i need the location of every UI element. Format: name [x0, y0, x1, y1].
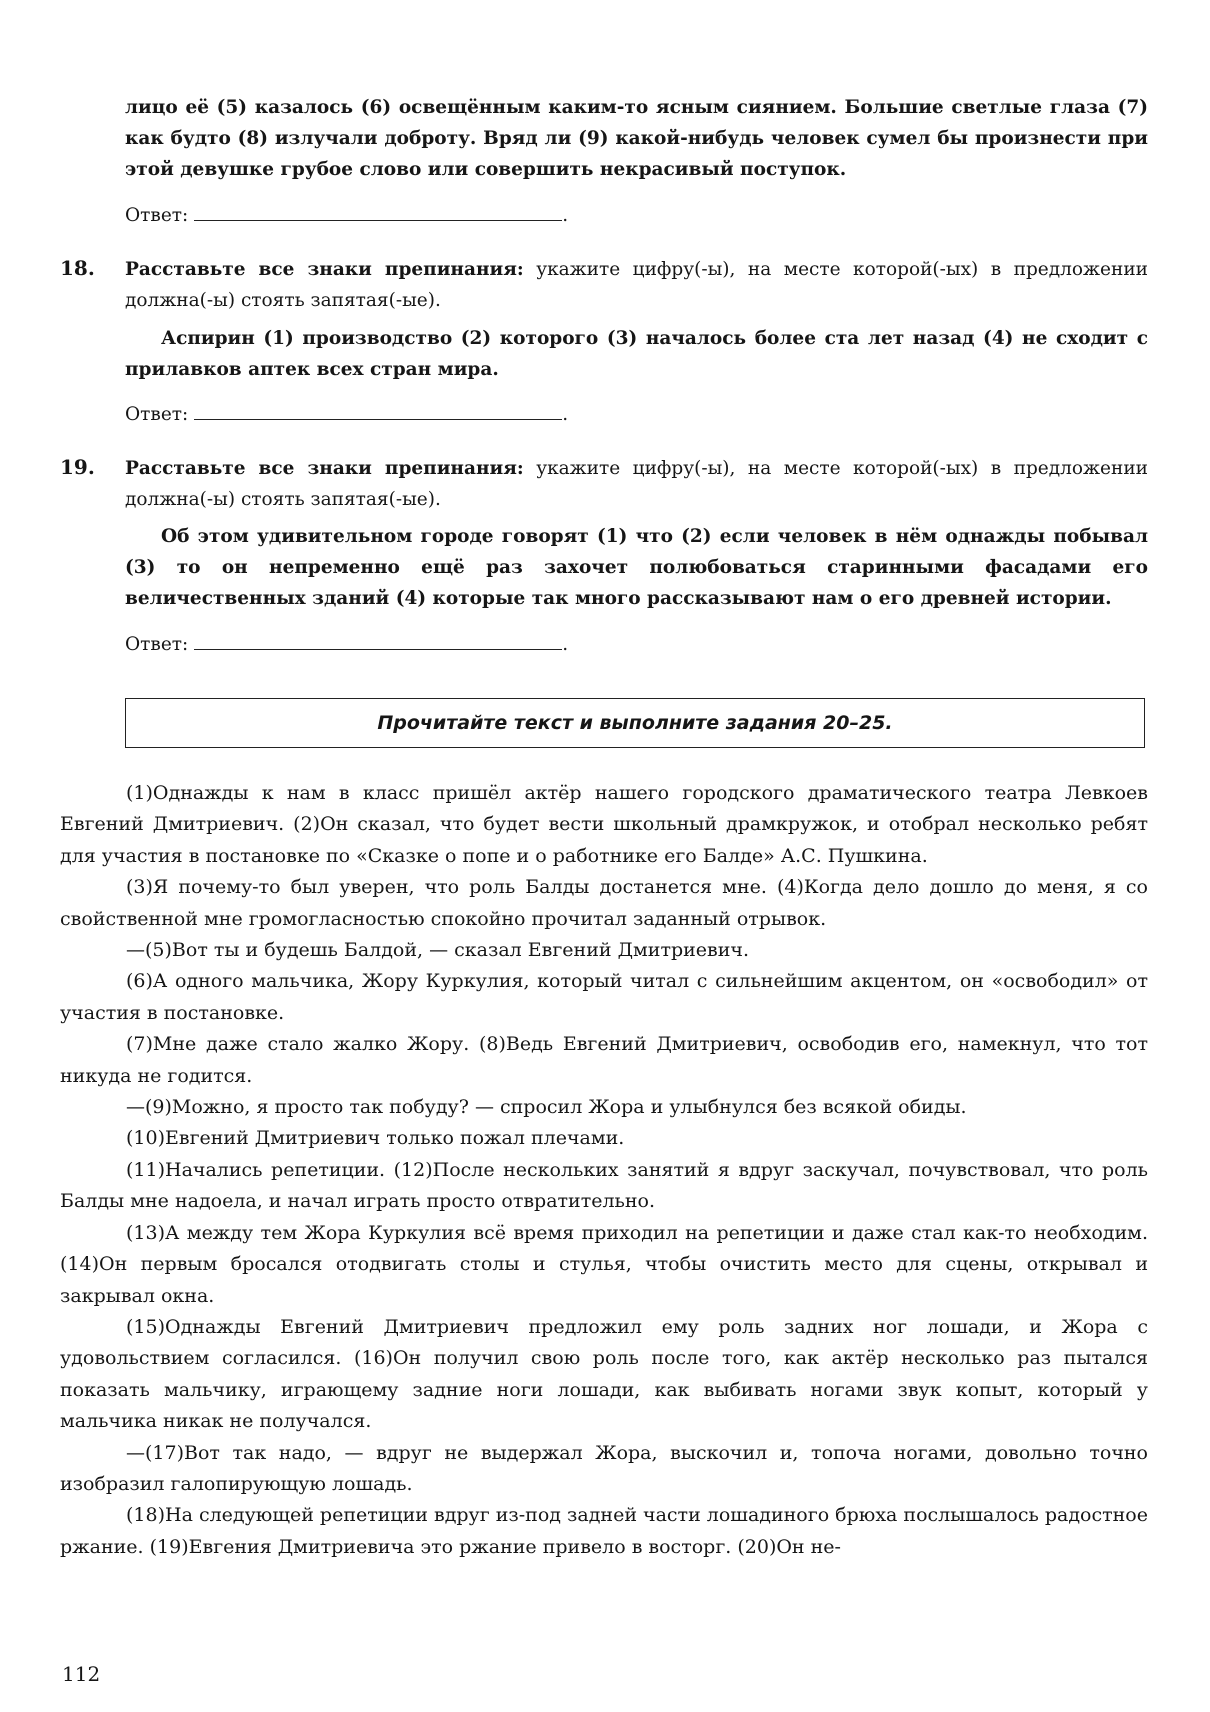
text-paragraph: —(9)Можно, я просто так побуду? — спросил Жора и улыбнулся без всякой обиды.	[126, 1096, 967, 1119]
task19-answer-end: .	[562, 634, 569, 655]
task19-instruction-bold: Расставьте все знаки препинания:	[125, 458, 524, 479]
text-paragraph: (18)На следующей репетиции вдруг из-под задней части лошадиного брюха послышалось радостное ржание. (19)Евгения Дмитриевича это ржание привело в восторг. (20)Он не-	[60, 1504, 1148, 1558]
text-paragraph: (3)Я почему-то был уверен, что роль Балды достанется мне. (4)Когда дело дошло до меня, я со свойственной мне громогласностью спокойно прочитал заданный отрывок.	[60, 876, 1148, 930]
task18-sentence-text: Аспирин (1) производство (2) которого (3) началось более ста лет назад (4) не сходит с прилавков аптек всех стран мира.	[125, 328, 1148, 380]
task17-answer-end: .	[562, 205, 569, 226]
banner-text: Прочитайте текст и выполните задания 20–25.	[377, 712, 893, 734]
task17-answer	[125, 200, 568, 226]
task19-instruction-rest: укажите цифру(-ы), на месте которой(-ых) в предложении должна(-ы) стоять запятая(-ые).	[125, 458, 1148, 510]
task19-answer-field[interactable]	[194, 629, 562, 650]
text-paragraph: (10)Евгений Дмитриевич только пожал плечами.	[126, 1127, 625, 1150]
task19-number: 19.	[60, 455, 95, 479]
task19-answer	[125, 629, 568, 655]
task18-answer-end: .	[562, 404, 569, 425]
text-paragraph: —(5)Вот ты и будешь Балдой, — сказал Евгений Дмитриевич.	[126, 939, 750, 962]
task19-answer-label: Ответ:	[125, 634, 189, 655]
task18-sentence	[125, 323, 1148, 385]
task18-answer-field[interactable]	[194, 399, 562, 420]
task18-instruction-rest: укажите цифру(-ы), на месте которой(-ых) в предложении должна(-ы) стоять запятая(-ые).	[125, 259, 1148, 311]
task18-number: 18.	[60, 256, 95, 280]
text-paragraph: (6)А одного мальчика, Жору Куркулия, который читал с сильнейшим акцентом, он «освободил» от участия в постановке.	[60, 970, 1148, 1024]
text-paragraph: (11)Начались репетиции. (12)После нескольких занятий я вдруг заскучал, почувствовал, что роль Балды мне надоела, и начал играть просто отвратительно.	[60, 1158, 1148, 1213]
task18-instruction	[125, 254, 1148, 316]
task17-answer-field[interactable]	[194, 200, 562, 221]
text-paragraph: (1)Однажды к нам в класс пришёл актёр нашего городского драматического театра Левкоев Евгений Дмитриевич. (2)Он сказал, что будет вести школьный драмкружок, и отобрал несколько ребят для участия в постановке по «Сказке о попе и о работнике его Балде» А.С. Пушкина.	[60, 782, 1148, 867]
text-paragraph: —(17)Вот так надо, — вдруг не выдержал Жора, выскочил и, топоча ногами, довольно точно изобразил галопирующую лошадь.	[60, 1441, 1148, 1495]
task17-continuation	[125, 92, 1148, 185]
reading-text	[60, 778, 1148, 1563]
task18-answer	[125, 399, 568, 425]
reading-instruction-banner	[125, 698, 1145, 748]
task17-answer-label: Ответ:	[125, 205, 189, 226]
text-paragraph: (7)Мне даже стало жалко Жору. (8)Ведь Евгений Дмитриевич, освободив его, намекнул, что тот никуда не годится.	[60, 1033, 1148, 1087]
page-number: 112	[62, 1662, 101, 1686]
task19-sentence	[125, 521, 1148, 614]
task19-instruction	[125, 453, 1148, 515]
task17-sentence-text: лицо её (5) казалось (6) освещённым каким-то ясным сиянием. Большие светлые глаза (7) как будто (8) излучали доброту. Вряд ли (9) какой-нибудь человек сумел бы произнести при этой девушке грубое слово или совершить некрасивый поступок.	[125, 97, 1148, 180]
task19-sentence-text: Об этом удивительном городе говорят (1) что (2) если человек в нём однажды побывал (3) то он непременно ещё раз захочет полюбоваться старинными фасадами его величественных зданий (4) которые так много рассказывают нам о его древней истории.	[125, 526, 1148, 609]
text-paragraph: (15)Однажды Евгений Дмитриевич предложил ему роль задних ног лошади, и Жора с удовольствием согласился. (16)Он получил свою роль после того, как актёр несколько раз пытался показать мальчику, играющему задние ноги лошади, как выбивать ногами звук копыт, который у мальчика никак не получался.	[60, 1315, 1148, 1433]
text-paragraph: (13)А между тем Жора Куркулия всё время приходил на репетиции и даже стал как-то необходим. (14)Он первым бросался отодвигать столы и стулья, чтобы очистить место для сцены, открывал и закрывал окна.	[60, 1221, 1148, 1307]
task18-instruction-bold: Расставьте все знаки препинания:	[125, 259, 524, 280]
task18-answer-label: Ответ:	[125, 404, 189, 425]
